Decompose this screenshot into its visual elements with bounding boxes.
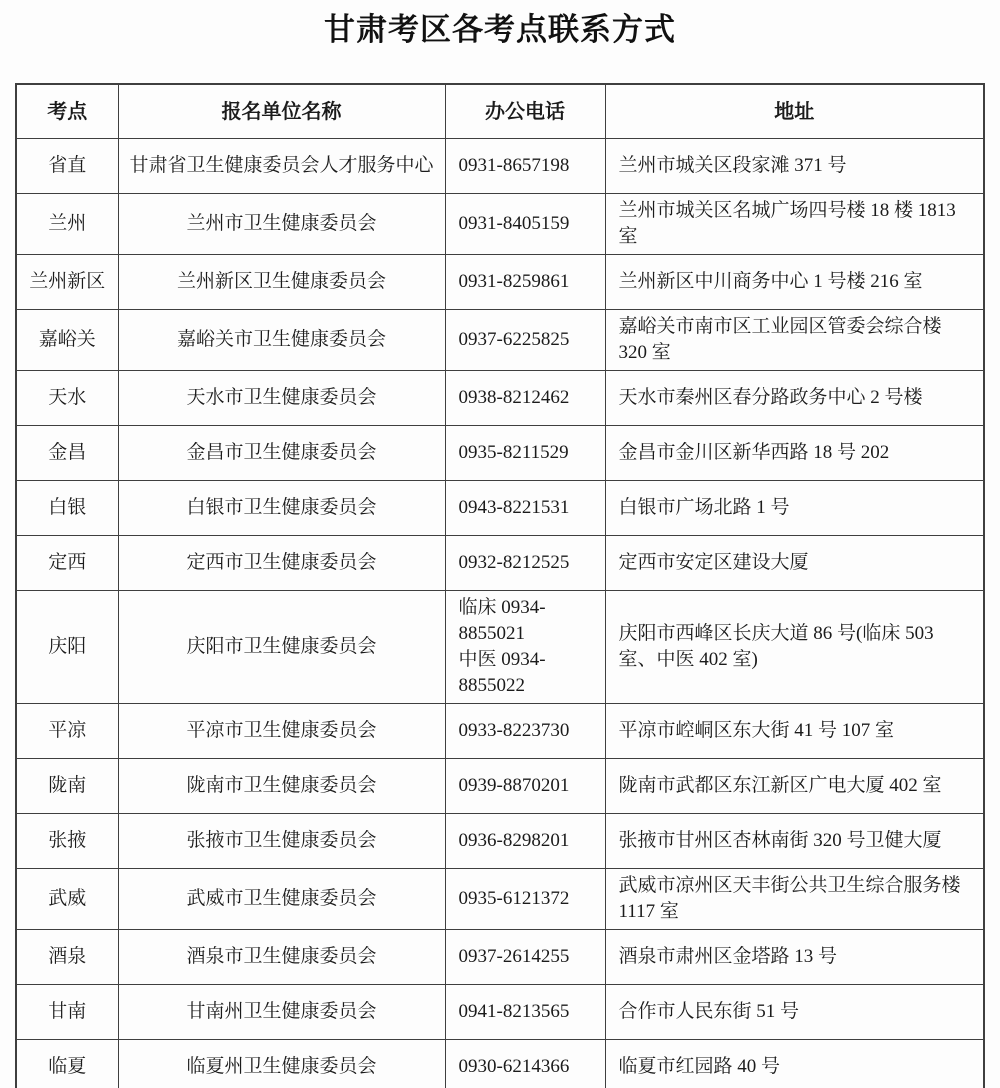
- cell-unit: 庆阳市卫生健康委员会: [118, 590, 445, 703]
- cell-phone: [445, 193, 605, 254]
- header-site: 考点: [16, 84, 118, 138]
- table-row: [16, 425, 984, 480]
- header-phone: 办公电话: [445, 84, 605, 138]
- cell-address: 陇南市武都区东江新区广电大厦 402 室: [605, 758, 984, 813]
- cell-address: 庆阳市西峰区长庆大道 86 号(临床 503 室、中医 402 室): [605, 590, 984, 703]
- phone-line: 0939-8870201: [458, 774, 570, 796]
- cell-phone: [445, 1039, 605, 1088]
- table-row: [16, 813, 984, 868]
- cell-site: 庆阳: [16, 590, 118, 703]
- phone-line: 0932-8212525: [458, 551, 570, 573]
- cell-unit: 甘肃省卫生健康委员会人才服务中心: [118, 138, 445, 193]
- cell-unit: 天水市卫生健康委员会: [118, 370, 445, 425]
- cell-address: 天水市秦州区春分路政务中心 2 号楼: [605, 370, 984, 425]
- phone-line: 0931-8405159: [458, 212, 570, 234]
- cell-unit: 临夏州卫生健康委员会: [118, 1039, 445, 1088]
- cell-phone: [445, 370, 605, 425]
- phone-line: 0936-8298201: [458, 829, 570, 851]
- cell-site: 武威: [16, 868, 118, 929]
- phone-line: 临床 0934-8855021: [458, 596, 546, 644]
- phone-line: 0937-6225825: [458, 328, 570, 350]
- cell-address: 兰州市城关区段家滩 371 号: [605, 138, 984, 193]
- cell-unit: 定西市卫生健康委员会: [118, 535, 445, 590]
- table-row: [16, 758, 984, 813]
- cell-site: 天水: [16, 370, 118, 425]
- cell-address: 定西市安定区建设大厦: [605, 535, 984, 590]
- cell-unit: 甘南州卫生健康委员会: [118, 984, 445, 1039]
- table-row: [16, 254, 984, 309]
- phone-line: 0935-8211529: [458, 441, 569, 463]
- phone-line: 0930-6214366: [458, 1055, 570, 1077]
- cell-unit: 武威市卫生健康委员会: [118, 868, 445, 929]
- cell-site: 省直: [16, 138, 118, 193]
- table-row: [16, 535, 984, 590]
- table-row: [16, 984, 984, 1039]
- contact-table: [15, 83, 985, 1088]
- cell-unit: 酒泉市卫生健康委员会: [118, 929, 445, 984]
- cell-phone: [445, 868, 605, 929]
- cell-unit: 白银市卫生健康委员会: [118, 480, 445, 535]
- cell-phone: [445, 758, 605, 813]
- phone-line: 0941-8213565: [458, 1000, 570, 1022]
- cell-phone: [445, 929, 605, 984]
- cell-address: 兰州市城关区名城广场四号楼 18 楼 1813 室: [605, 193, 984, 254]
- phone-line: 0938-8212462: [458, 386, 570, 408]
- cell-unit: 嘉峪关市卫生健康委员会: [118, 309, 445, 370]
- cell-address: 临夏市红园路 40 号: [605, 1039, 984, 1088]
- phone-line: 0933-8223730: [458, 719, 570, 741]
- table-row: [16, 138, 984, 193]
- cell-site: 临夏: [16, 1039, 118, 1088]
- cell-site: 兰州新区: [16, 254, 118, 309]
- table-body: [16, 138, 984, 1088]
- cell-site: 甘南: [16, 984, 118, 1039]
- cell-unit: 金昌市卫生健康委员会: [118, 425, 445, 480]
- phone-line: 0937-2614255: [458, 945, 570, 967]
- cell-site: 定西: [16, 535, 118, 590]
- cell-site: 嘉峪关: [16, 309, 118, 370]
- cell-address: 合作市人民东街 51 号: [605, 984, 984, 1039]
- cell-address: 金昌市金川区新华西路 18 号 202: [605, 425, 984, 480]
- phone-line: 0931-8657198: [458, 154, 570, 176]
- table-row: [16, 309, 984, 370]
- table-row: [16, 590, 984, 703]
- cell-address: 酒泉市肃州区金塔路 13 号: [605, 929, 984, 984]
- table-row: [16, 703, 984, 758]
- cell-site: 兰州: [16, 193, 118, 254]
- table-row: [16, 193, 984, 254]
- page-title: 甘肃考区各考点联系方式: [324, 12, 676, 47]
- table-row: [16, 929, 984, 984]
- cell-phone: [445, 590, 605, 703]
- table-header: [16, 84, 984, 138]
- header-unit: 报名单位名称: [118, 84, 445, 138]
- cell-phone: [445, 425, 605, 480]
- cell-phone: [445, 254, 605, 309]
- cell-site: 酒泉: [16, 929, 118, 984]
- table-row: [16, 1039, 984, 1088]
- cell-phone: [445, 813, 605, 868]
- table-row: [16, 868, 984, 929]
- cell-unit: 平凉市卫生健康委员会: [118, 703, 445, 758]
- cell-address: 武威市凉州区天丰街公共卫生综合服务楼 1117 室: [605, 868, 984, 929]
- cell-phone: [445, 309, 605, 370]
- cell-address: 平凉市崆峒区东大街 41 号 107 室: [605, 703, 984, 758]
- cell-unit: 张掖市卫生健康委员会: [118, 813, 445, 868]
- cell-address: 嘉峪关市南市区工业园区管委会综合楼 320 室: [605, 309, 984, 370]
- cell-unit: 陇南市卫生健康委员会: [118, 758, 445, 813]
- cell-address: 白银市广场北路 1 号: [605, 480, 984, 535]
- cell-phone: [445, 984, 605, 1039]
- phone-line: 0943-8221531: [458, 496, 570, 518]
- cell-phone: [445, 480, 605, 535]
- phone-line: 中医 0934-8855022: [458, 648, 546, 696]
- cell-phone: [445, 535, 605, 590]
- cell-address: 兰州新区中川商务中心 1 号楼 216 室: [605, 254, 984, 309]
- cell-address: 张掖市甘州区杏林南街 320 号卫健大厦: [605, 813, 984, 868]
- cell-site: 陇南: [16, 758, 118, 813]
- header-row: [16, 84, 984, 138]
- cell-unit: 兰州市卫生健康委员会: [118, 193, 445, 254]
- table-row: [16, 480, 984, 535]
- cell-phone: [445, 138, 605, 193]
- cell-site: 白银: [16, 480, 118, 535]
- phone-line: 0935-6121372: [458, 887, 570, 909]
- cell-site: 金昌: [16, 425, 118, 480]
- cell-phone: [445, 703, 605, 758]
- header-address: 地址: [605, 84, 984, 138]
- table-row: [16, 370, 984, 425]
- cell-site: 平凉: [16, 703, 118, 758]
- cell-unit: 兰州新区卫生健康委员会: [118, 254, 445, 309]
- cell-site: 张掖: [16, 813, 118, 868]
- phone-line: 0931-8259861: [458, 270, 570, 292]
